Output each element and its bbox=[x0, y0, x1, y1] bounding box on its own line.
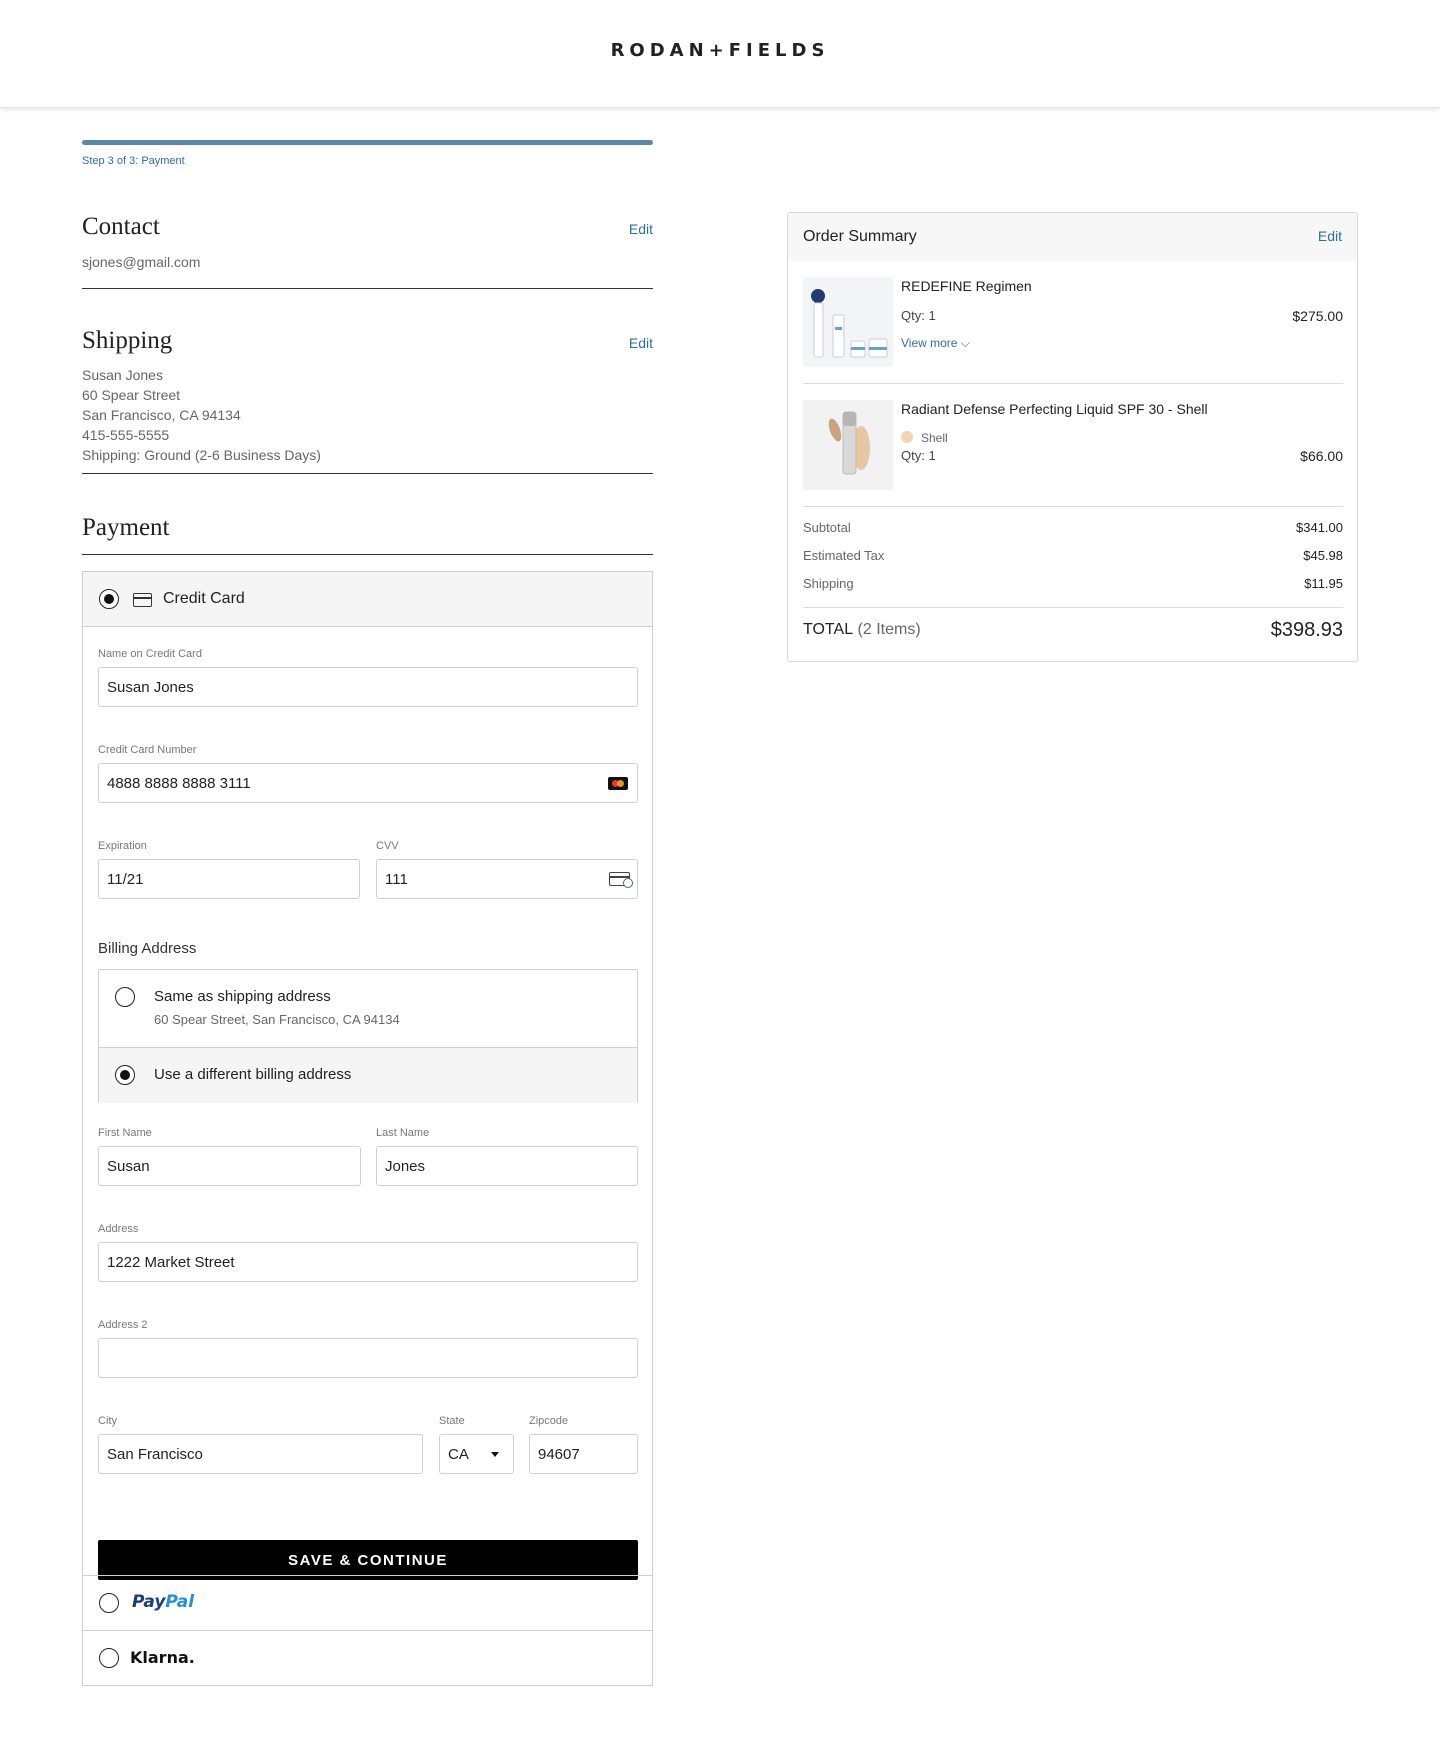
first-name-input[interactable]: Susan bbox=[98, 1146, 361, 1186]
payment-methods bbox=[82, 571, 653, 1686]
same-as-shipping-address: 60 Spear Street, San Francisco, CA 94134 bbox=[154, 1012, 400, 1027]
expiration-input[interactable]: 11/21 bbox=[98, 859, 360, 899]
credit-card-label: Credit Card bbox=[163, 590, 245, 607]
shipping-cost-value: $11.95 bbox=[1304, 576, 1343, 591]
product-image-redefine bbox=[803, 277, 893, 367]
different-billing-radio[interactable] bbox=[115, 1065, 135, 1085]
tax-row bbox=[803, 548, 1343, 563]
divider bbox=[803, 383, 1343, 384]
klarna-radio[interactable] bbox=[99, 1648, 119, 1668]
shipping-name: Susan Jones bbox=[82, 367, 163, 383]
shade-name: Shell bbox=[921, 431, 948, 445]
address-input[interactable]: 1222 Market Street bbox=[98, 1242, 638, 1282]
subtotal-row bbox=[803, 520, 1343, 535]
total-row bbox=[803, 621, 1343, 639]
view-more-link[interactable]: View more ⌵ bbox=[901, 336, 970, 350]
credit-card-option[interactable] bbox=[83, 572, 652, 627]
subtotal-value: $341.00 bbox=[1296, 520, 1343, 535]
paypal-radio[interactable] bbox=[99, 1593, 119, 1613]
total-label: TOTAL bbox=[803, 621, 854, 638]
shipping-cost-row bbox=[803, 576, 1343, 591]
city-input[interactable]: San Francisco bbox=[98, 1434, 423, 1474]
credit-card-icon bbox=[133, 593, 152, 607]
contact-title: Contact bbox=[82, 213, 160, 240]
shipping-cost-label: Shipping bbox=[803, 576, 854, 591]
billing-address-title: Billing Address bbox=[98, 940, 197, 957]
state-select[interactable] bbox=[439, 1434, 514, 1474]
item-name: REDEFINE Regimen bbox=[901, 278, 1032, 294]
paypal-option[interactable] bbox=[83, 1575, 652, 1630]
order-item bbox=[803, 277, 1343, 367]
radiant-defense-product-icon bbox=[803, 400, 893, 490]
site-header bbox=[0, 0, 1440, 108]
brand-logo[interactable]: RODAN+FIELDS bbox=[610, 40, 830, 61]
contact-email: sjones@gmail.com bbox=[82, 254, 201, 270]
cvv-label: CVV bbox=[376, 840, 399, 852]
same-as-shipping-label: Same as shipping address bbox=[154, 988, 331, 1005]
item-price: $66.00 bbox=[1300, 448, 1343, 464]
state-value: CA bbox=[448, 1445, 469, 1463]
order-summary-edit-link[interactable]: Edit bbox=[1317, 228, 1342, 244]
checkout-column bbox=[82, 140, 653, 1667]
contact-section bbox=[82, 213, 653, 289]
total-item-count: (2 Items) bbox=[857, 621, 921, 638]
tax-value: $45.98 bbox=[1303, 548, 1343, 563]
last-name-input[interactable]: Jones bbox=[376, 1146, 638, 1186]
klarna-logo: Klarna. bbox=[130, 1648, 195, 1667]
tax-label: Estimated Tax bbox=[803, 548, 885, 563]
shipping-city: San Francisco, CA 94134 bbox=[82, 407, 241, 423]
paypal-logo-pay: Pay bbox=[132, 1592, 166, 1612]
shipping-title: Shipping bbox=[82, 327, 173, 354]
card-number-value: 4888 8888 8888 3111 bbox=[107, 774, 251, 792]
credit-card-form bbox=[83, 627, 652, 1575]
redefine-product-icon bbox=[803, 277, 893, 367]
card-number-input[interactable] bbox=[98, 763, 638, 803]
cvv-help-icon[interactable] bbox=[609, 872, 630, 886]
order-summary bbox=[787, 212, 1358, 662]
address-label: Address bbox=[98, 1223, 139, 1235]
mastercard-icon bbox=[608, 777, 628, 790]
state-label: State bbox=[439, 1415, 465, 1427]
last-name-label: Last Name bbox=[376, 1127, 430, 1139]
divider bbox=[803, 607, 1343, 608]
product-image-radiant-defense bbox=[803, 400, 893, 490]
address2-label: Address 2 bbox=[98, 1319, 148, 1331]
different-billing-option[interactable] bbox=[99, 1048, 637, 1103]
shipping-address bbox=[82, 365, 321, 465]
address2-input[interactable] bbox=[98, 1338, 638, 1378]
item-qty: Qty: 1 bbox=[901, 308, 936, 323]
shipping-section bbox=[82, 327, 653, 474]
item-qty: Qty: 1 bbox=[901, 448, 936, 463]
paypal-logo-pal: Pal bbox=[165, 1592, 195, 1612]
klarna-option[interactable] bbox=[83, 1630, 652, 1685]
shipping-street: 60 Spear Street bbox=[82, 387, 181, 403]
payment-title: Payment bbox=[82, 514, 170, 541]
cvv-input[interactable] bbox=[376, 859, 638, 899]
billing-address-options bbox=[98, 969, 638, 1103]
first-name-label: First Name bbox=[98, 1127, 152, 1139]
payment-section bbox=[82, 514, 653, 555]
city-label: City bbox=[98, 1415, 117, 1427]
same-as-shipping-radio[interactable] bbox=[115, 987, 135, 1007]
same-as-shipping-option[interactable] bbox=[99, 970, 637, 1048]
order-summary-title: Order Summary bbox=[803, 228, 917, 245]
shipping-phone: 415-555-5555 bbox=[82, 427, 170, 443]
name-on-card-input[interactable]: Susan Jones bbox=[98, 667, 638, 707]
total-value: $398.93 bbox=[1270, 619, 1343, 641]
step-indicator: Step 3 of 3: Payment bbox=[82, 155, 185, 167]
card-number-label: Credit Card Number bbox=[98, 744, 197, 756]
progress-bar bbox=[82, 140, 653, 145]
zipcode-input[interactable]: 94607 bbox=[529, 1434, 638, 1474]
item-price: $275.00 bbox=[1292, 308, 1343, 324]
name-on-card-label: Name on Credit Card bbox=[98, 648, 202, 660]
zipcode-label: Zipcode bbox=[529, 1415, 569, 1427]
item-name: Radiant Defense Perfecting Liquid SPF 30 - Shell bbox=[901, 401, 1208, 417]
shade-swatch bbox=[901, 431, 913, 443]
cvv-value: 111 bbox=[385, 870, 408, 888]
shipping-edit-link[interactable]: Edit bbox=[628, 335, 653, 351]
order-summary-header bbox=[788, 213, 1357, 261]
expiration-label: Expiration bbox=[98, 840, 147, 852]
order-item bbox=[803, 400, 1343, 490]
paypal-logo bbox=[132, 1592, 194, 1612]
credit-card-radio[interactable] bbox=[99, 589, 119, 609]
save-continue-button[interactable]: SAVE & CONTINUE bbox=[98, 1540, 638, 1580]
contact-edit-link[interactable]: Edit bbox=[628, 221, 653, 237]
shipping-method: Shipping: Ground (2-6 Business Days) bbox=[82, 447, 321, 463]
divider bbox=[803, 506, 1343, 507]
subtotal-label: Subtotal bbox=[803, 520, 851, 535]
chevron-down-icon bbox=[491, 1452, 499, 1457]
different-billing-label: Use a different billing address bbox=[154, 1066, 352, 1083]
